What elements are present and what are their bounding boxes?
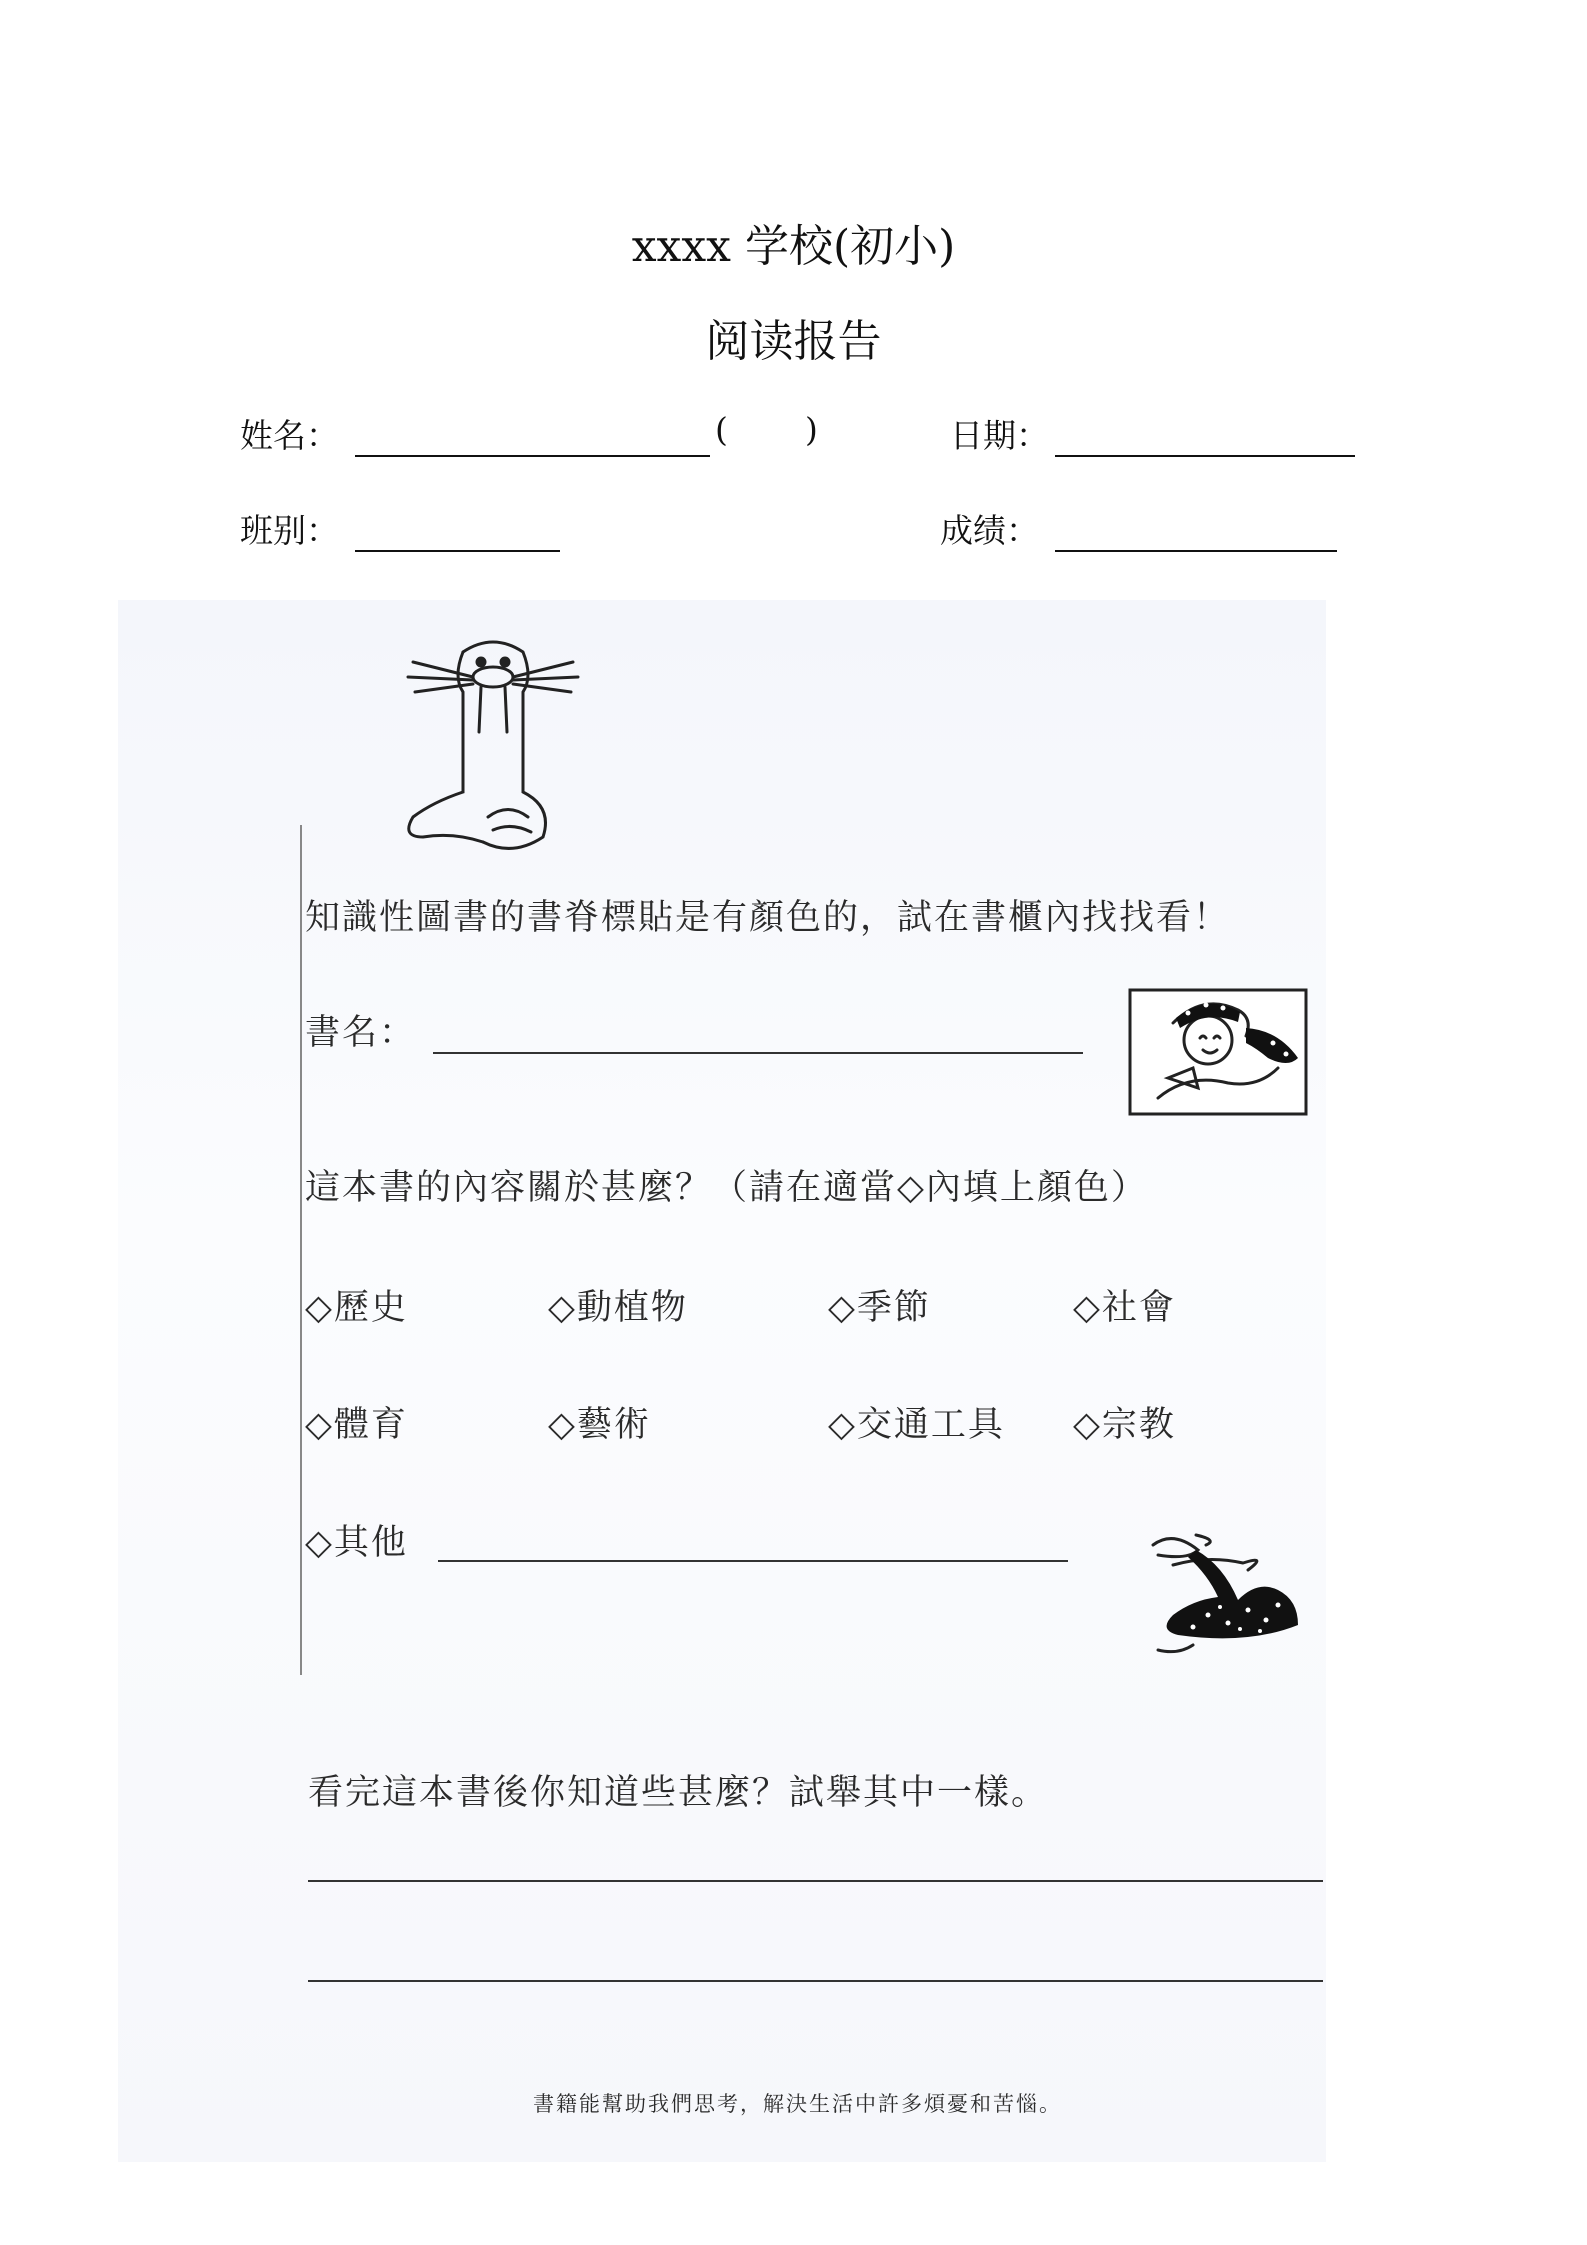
paren-open: (: [715, 410, 728, 449]
score-label: 成绩：: [940, 511, 1039, 550]
reading-child-illustration: [1128, 988, 1308, 1116]
worksheet-scan: [118, 600, 1326, 2162]
option-history[interactable]: ◇歷史: [305, 1288, 408, 1328]
score-field[interactable]: [1055, 550, 1337, 552]
option-religion[interactable]: ◇宗教: [1073, 1405, 1176, 1445]
sea-serpent-illustration: [1148, 1505, 1333, 1665]
option-sports[interactable]: ◇體育: [305, 1405, 408, 1445]
learned-question: 看完這本書後你知道些甚麼？試舉其中一樣。: [308, 1773, 1049, 1813]
answer-line-2[interactable]: [308, 1980, 1323, 1982]
book-title-label: 書名：: [305, 1013, 417, 1053]
instruction-text: 知識性圖書的書脊標貼是有顏色的，試在書櫃內找找看！: [305, 898, 1231, 938]
name-field[interactable]: [355, 455, 710, 457]
option-transport[interactable]: ◇交通工具: [828, 1405, 1005, 1445]
margin-line: [300, 825, 302, 1675]
option-arts[interactable]: ◇藝術: [548, 1405, 651, 1445]
walrus-illustration: [393, 632, 593, 872]
footer-note: 書籍能幫助我們思考，解決生活中許多煩憂和苦惱。: [533, 2092, 1062, 2116]
option-other[interactable]: ◇其他: [305, 1523, 408, 1563]
book-title-field[interactable]: [433, 1052, 1083, 1054]
answer-line-1[interactable]: [308, 1880, 1323, 1882]
class-field[interactable]: [355, 550, 560, 552]
other-field[interactable]: [438, 1560, 1068, 1562]
paren-close: ): [805, 410, 818, 449]
content-question: 這本書的內容關於甚麼？（請在適當◇內填上顏色）: [305, 1168, 1148, 1208]
name-label: 姓名：: [240, 416, 339, 455]
option-society[interactable]: ◇社會: [1073, 1288, 1176, 1328]
class-label: 班别：: [240, 511, 339, 550]
option-animals-plants[interactable]: ◇動植物: [548, 1288, 688, 1328]
date-field[interactable]: [1055, 455, 1355, 457]
school-title: xxxx 学校(初小): [631, 221, 956, 272]
date-label: 日期：: [950, 416, 1049, 455]
report-title: 阅读报告: [705, 316, 882, 367]
option-seasons[interactable]: ◇季節: [828, 1288, 931, 1328]
